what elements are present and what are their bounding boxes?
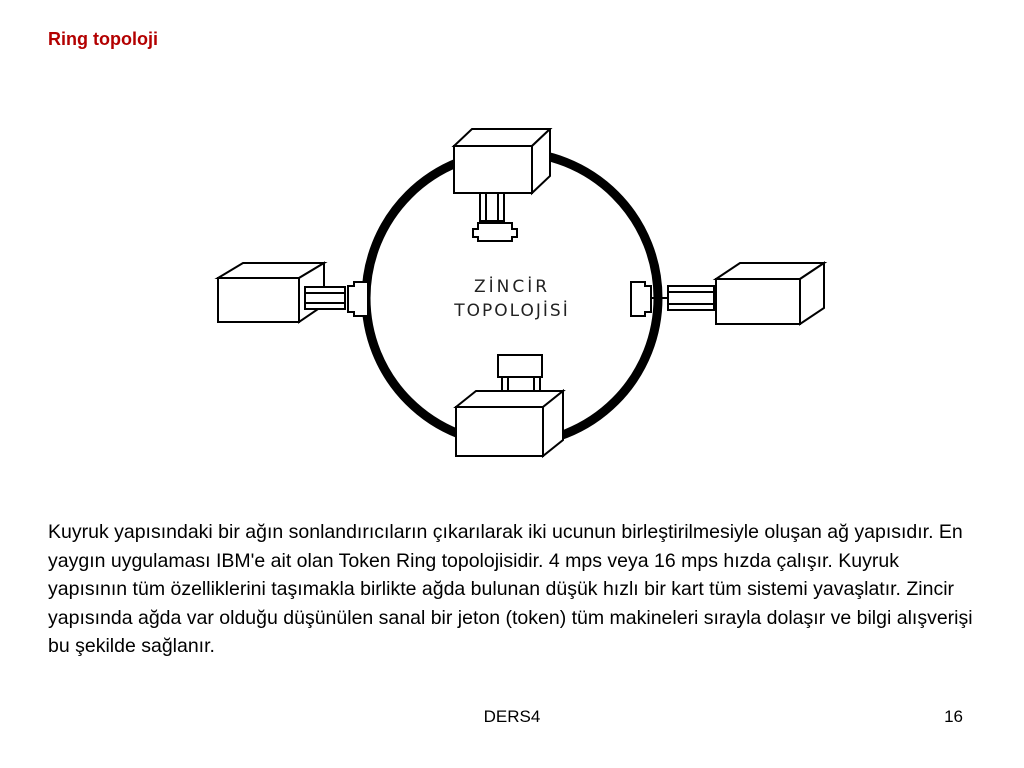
computer-top — [454, 129, 550, 241]
diagram-label-line1: ZİNCİR — [473, 277, 551, 297]
page-number: 16 — [944, 707, 963, 726]
computer-bottom — [456, 355, 563, 456]
body-paragraph: Kuyruk yapısındaki bir ağın sonlandırıcıların çıkarılarak iki ucunun birleştirilmesiyle oluşan ağ yapısıdır. En yaygın uygulaması IBM'e ait olan Token Ring topolojisidir. 4 mps veya 16 mps hızda çalışır. Kuyruk yapısının tüm özelliklerini taşımakla birlikte ağda bulunan düşük hızlı bir kart tüm sistemi yavaşlatır. Zincir yapısında ağda var olduğu düşünülen sanal bir jeton (token) tüm makineleri sırayla dolaşır ve bilgi alışverişi bu şekilde sağlanır. — [48, 521, 973, 657]
footer-course-label: DERS4 — [483, 707, 541, 726]
diagram-label-line2: TOPOLOJİSİ — [454, 301, 570, 321]
computer-left — [218, 263, 368, 322]
slide-title: Ring topoloji — [48, 29, 158, 49]
ring-topology-diagram — [210, 128, 830, 468]
